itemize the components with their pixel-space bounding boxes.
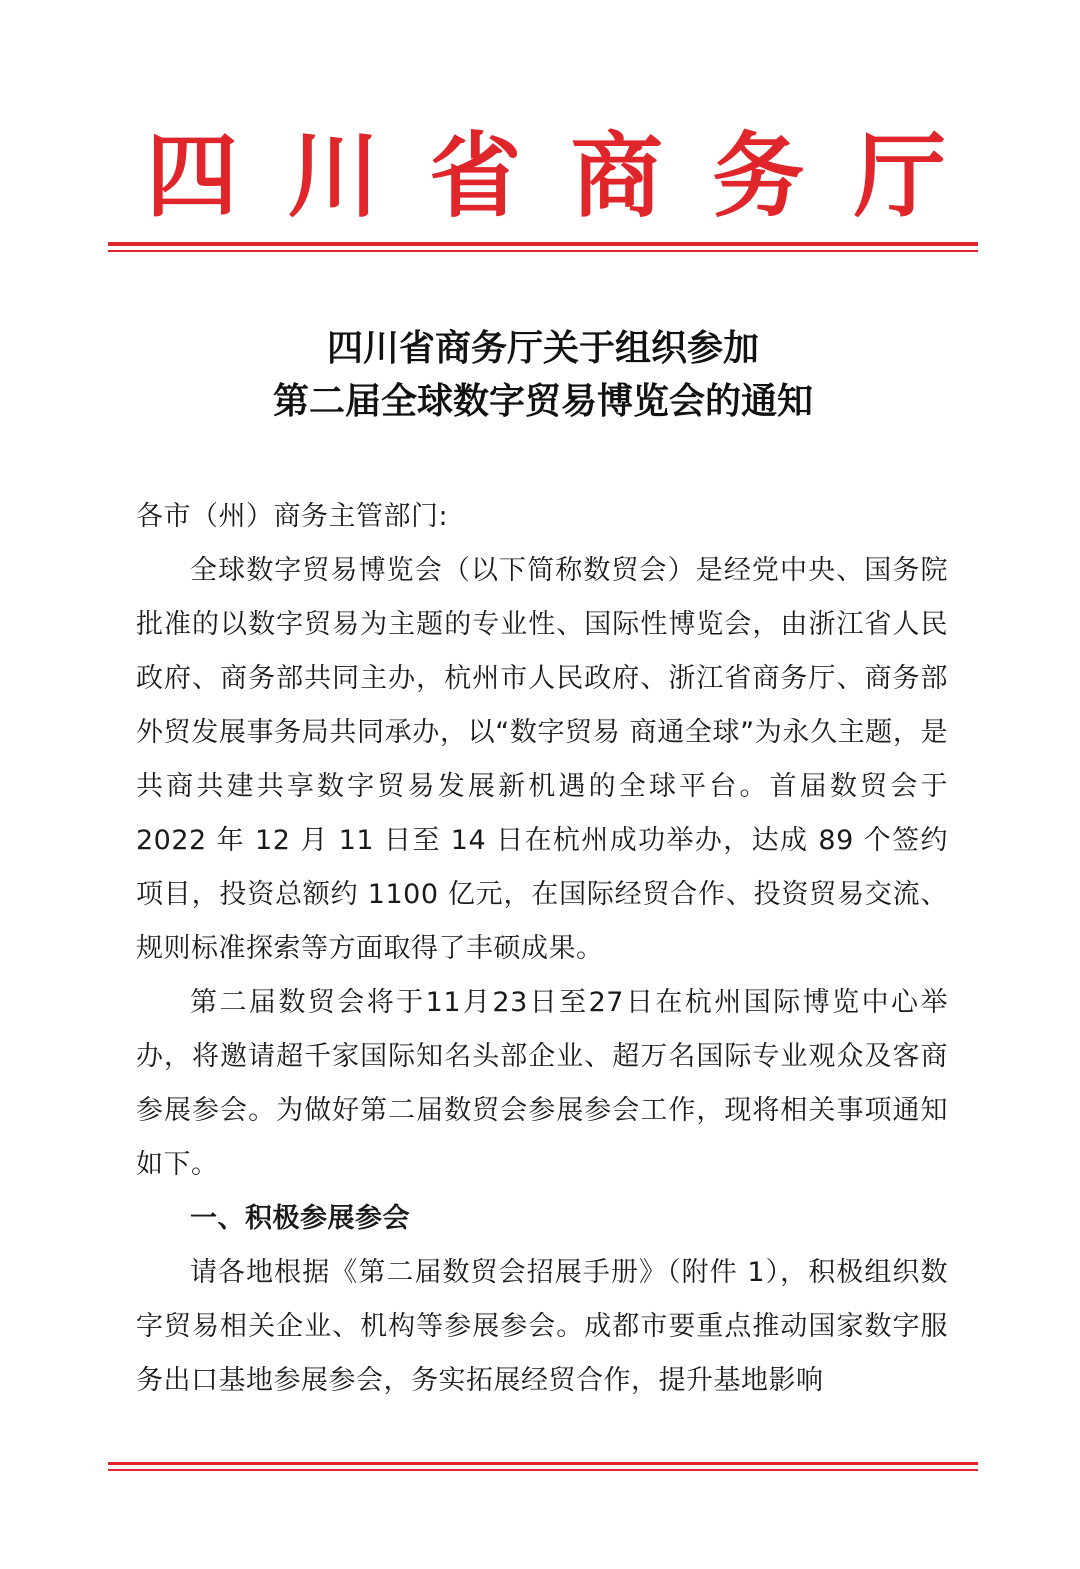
title-line-1: 四川省商务厅关于组织参加 — [326, 327, 759, 369]
paragraph-intro: 全球数字贸易博览会（以下简称数贸会）是经党中央、国务院批准的以数字贸易为主题的专业性、国际性博览会，由浙江省人民政府、商务部共同主办，杭州市人民政府、浙江省商务厅、商务部外贸发展事务局共同承办，以“数字贸易 商通全球”为永久主题，是共商共建共享数字贸易发展新机遇的全球平台。首届数贸会于 2022 年 12 月 11 日至 14 日在杭州成功举办，达成 89 个签约项目，投资总额约 1100 亿元，在国际经贸合作、投资贸易交流、规则标准探索等方面取得了丰硕成果。 — [136, 555, 948, 964]
masthead-char: 四 — [146, 121, 239, 230]
masthead-char: 厅 — [853, 121, 946, 230]
header-divider-thin — [108, 250, 978, 252]
masthead-char: 商 — [570, 121, 663, 230]
masthead-char: 务 — [712, 121, 805, 230]
section-heading-1: 一、积极参展参会 — [190, 1203, 410, 1234]
paragraph-section-1: 请各地根据《第二届数贸会招展手册》（附件 1），积极组织数字贸易相关企业、机构等参展参会。成都市要重点推动国家数字服务出口基地参展参会，务实拓展经贸合作，提升基地影响 — [136, 1257, 948, 1396]
salutation: 各市（州）商务主管部门: — [136, 501, 449, 532]
footer-divider-thick — [108, 1462, 978, 1465]
header-divider-thick — [108, 242, 978, 246]
masthead-char: 省 — [429, 121, 522, 230]
title-line-2: 第二届全球数字贸易博览会的通知 — [272, 380, 813, 422]
document-title — [108, 322, 978, 428]
document-body — [136, 490, 948, 1408]
masthead — [108, 118, 978, 233]
masthead-char: 川 — [287, 121, 380, 230]
paragraph-second-expo: 第二届数贸会将于11月23日至27日在杭州国际博览中心举办，将邀请超千家国际知名头部企业、超万名国际专业观众及客商参展参会。为做好第二届数贸会参展参会工作，现将相关事项通知如下。 — [136, 987, 948, 1180]
footer-divider-thin — [108, 1469, 978, 1471]
